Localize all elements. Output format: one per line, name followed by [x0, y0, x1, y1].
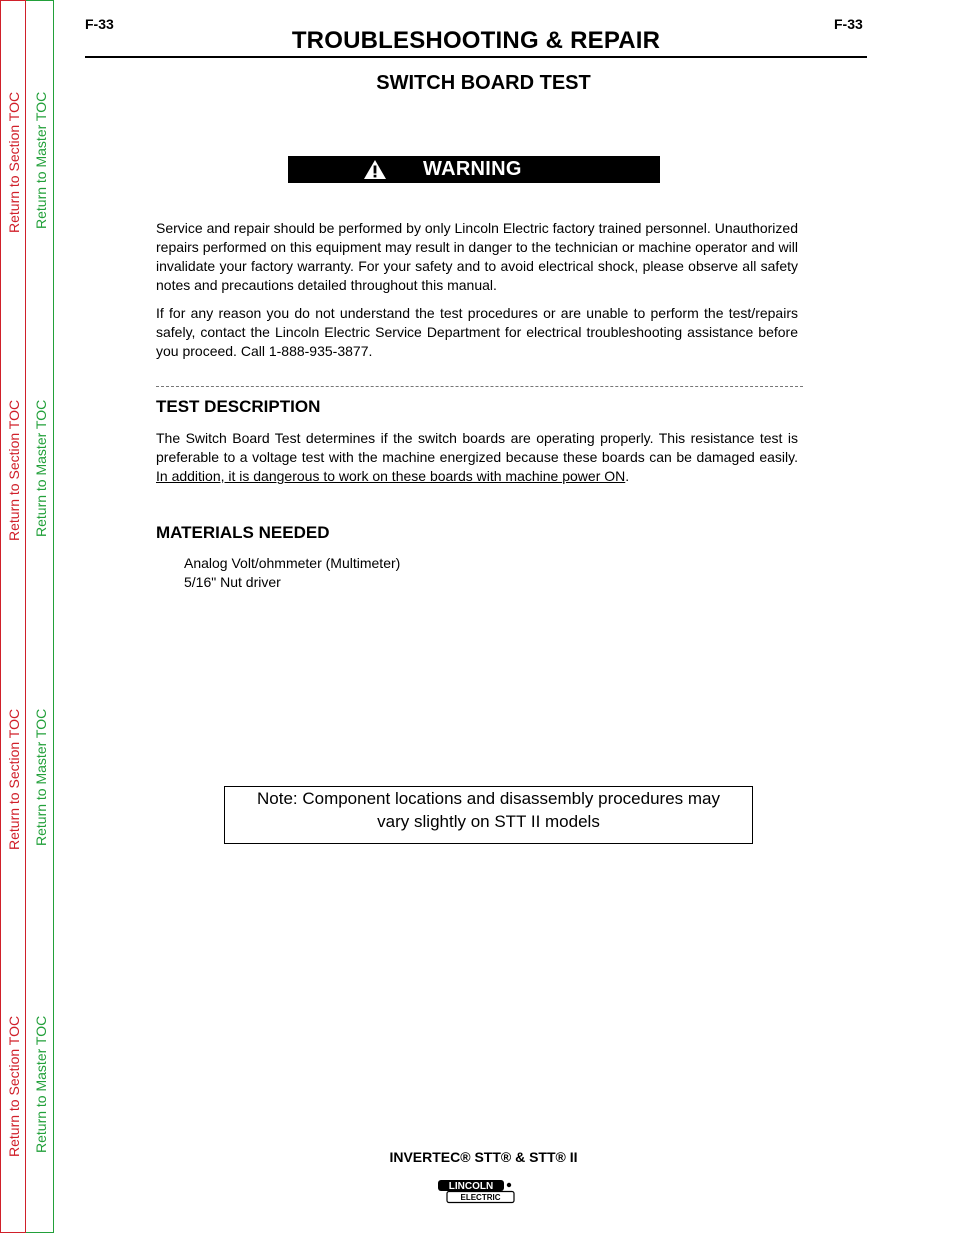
product-name: INVERTEC® STT® & STT® II [389, 1149, 578, 1165]
test-description-heading: TEST DESCRIPTION [156, 397, 321, 416]
return-to-section-toc-link[interactable]: Return to Section TOC [6, 1015, 22, 1157]
page-title: TROUBLESHOOTING & REPAIR [291, 27, 661, 54]
test-description-text [156, 429, 798, 486]
return-to-section-toc-link[interactable]: Return to Section TOC [6, 708, 22, 850]
note-line-1: Note: Component locations and disassembly procedures may [256, 789, 721, 808]
section-divider [156, 386, 803, 387]
danger-underlined-text: In addition, it is dangerous to work on these boards with machine power ON [156, 468, 626, 484]
warning-triangle-icon [363, 159, 387, 180]
return-to-master-toc-link[interactable]: Return to Master TOC [33, 708, 49, 846]
return-to-master-toc-link[interactable]: Return to Master TOC [33, 91, 49, 229]
note-box [224, 786, 753, 844]
lincoln-electric-logo [437, 1176, 517, 1206]
list-item: 5/16" Nut driver [184, 574, 281, 590]
logo-top-text: LINCOLN [448, 1181, 494, 1192]
return-to-section-toc-link[interactable]: Return to Section TOC [6, 91, 22, 233]
return-to-section-toc-link[interactable]: Return to Section TOC [6, 399, 22, 541]
safety-paragraph: Service and repair should be performed by only Lincoln Electric factory trained personnel. Unauthorized repairs performed on this equipment may result in danger to the technician or machine operator and will invalidate your factory warranty. For your safety and to avoid electrical shock, please observe all safety notes and precautions detailed throughout this manual. [156, 220, 798, 293]
page-number-left: F-33 [85, 16, 114, 32]
section-title: SWITCH BOARD TEST [376, 72, 591, 94]
warning-banner [288, 156, 660, 183]
logo-bottom-text: ELECTRIC [460, 1193, 501, 1202]
title-divider [85, 56, 867, 58]
note-line-2: vary slightly on STT II models [377, 812, 600, 831]
return-to-master-toc-link[interactable]: Return to Master TOC [33, 399, 49, 537]
test-description-end: . [625, 468, 630, 484]
test-description-body: The Switch Board Test determines if the switch boards are operating properly. This resistance test is preferable to a voltage test with the machine energized because these boards can be damaged easily. [156, 430, 798, 465]
assistance-paragraph: If for any reason you do not understand the test procedures or are unable to perform the test/repairs safely, contact the Lincoln Electric Service Department for electrical troubleshooting assistance before you proceed. Call 1-888-935-3877. [156, 305, 798, 359]
return-to-master-toc-link[interactable]: Return to Master TOC [33, 1015, 49, 1153]
warning-label: WARNING [423, 158, 522, 180]
page-number-right: F-33 [834, 16, 863, 32]
list-item: Analog Volt/ohmmeter (Multimeter) [184, 555, 401, 571]
materials-needed-heading: MATERIALS NEEDED [156, 523, 330, 542]
